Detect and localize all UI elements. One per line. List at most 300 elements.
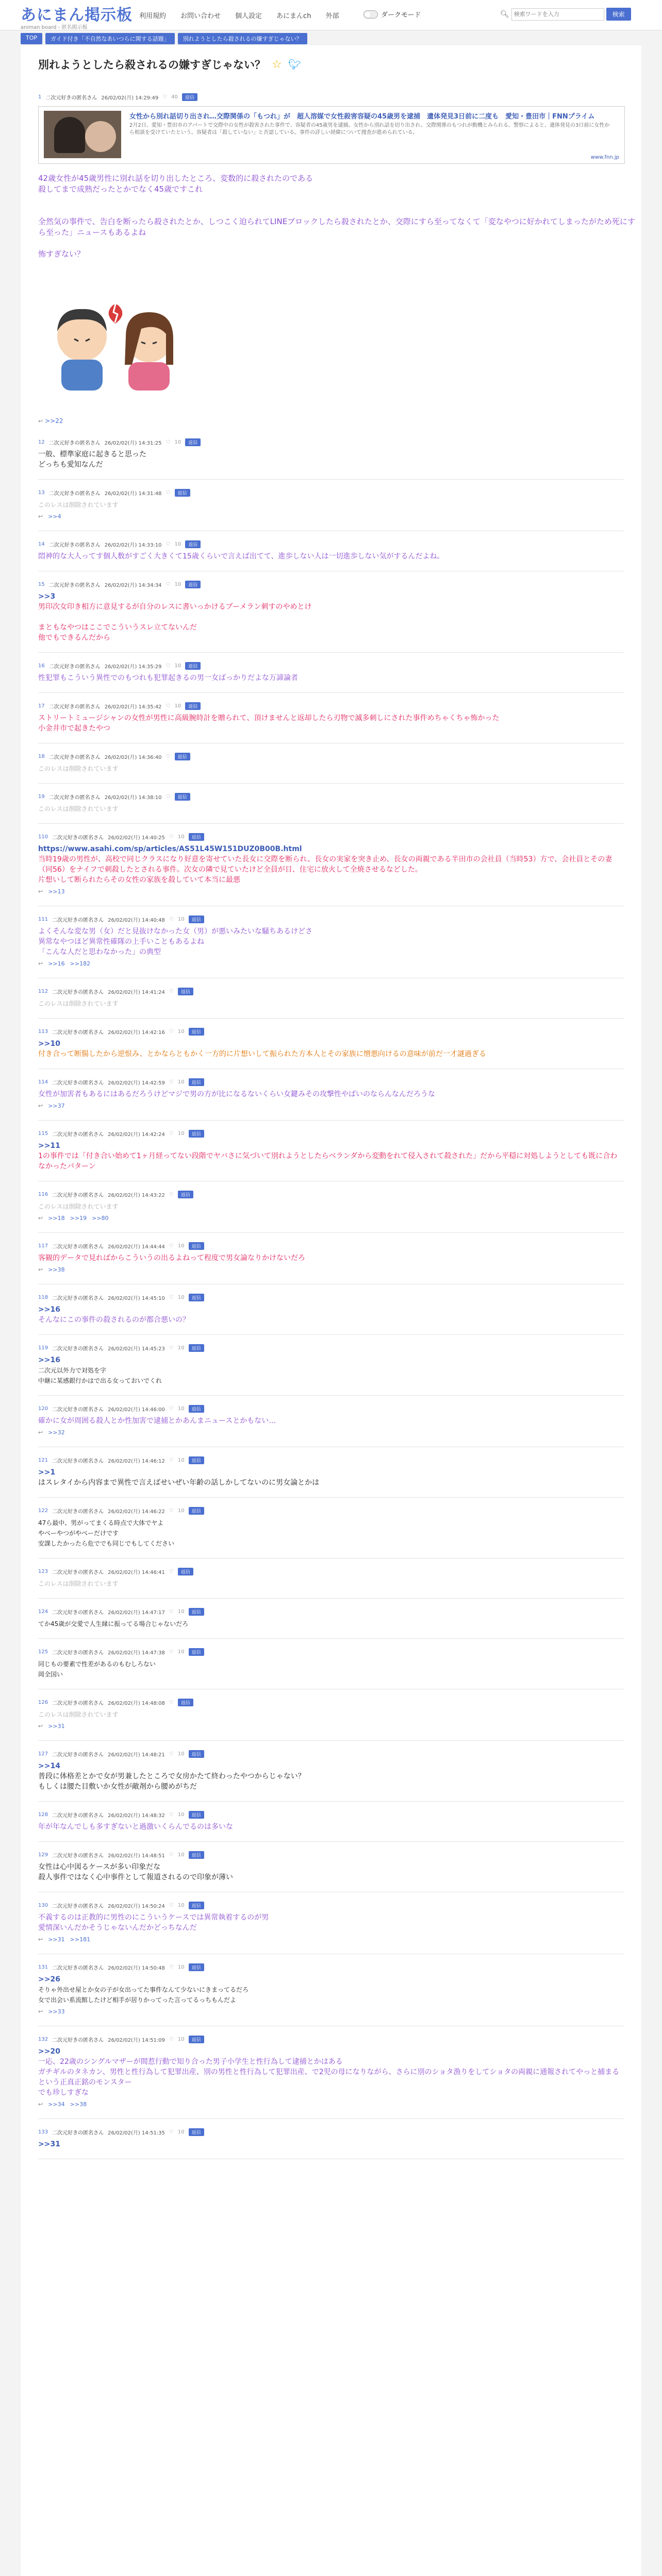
post-number[interactable]: 18 <box>38 753 45 759</box>
post-date: 26/02/02(月) 14:46:00 <box>108 1406 165 1413</box>
post-text-line: 性犯罪もこういう異性でのもつれも犯罪起きるの男一女ばっかりだよな万諦論者 <box>38 674 298 682</box>
reply-ref-link[interactable]: >>31 <box>48 1723 65 1730</box>
post-number[interactable]: 121 <box>38 1457 48 1463</box>
reply-button[interactable]: 返信 <box>185 702 201 710</box>
reply-button[interactable]: 返信 <box>189 1130 204 1138</box>
post-item <box>38 1027 624 1069</box>
reply-arrow-icon: ↩ <box>38 1103 43 1109</box>
darkmode-label: ダークモード <box>381 11 421 19</box>
like-count: 10 <box>177 1079 185 1085</box>
post-number[interactable]: 133 <box>38 2129 48 2135</box>
like-count: 40 <box>171 94 178 100</box>
post-text-line: 悶神的な大人ってす個人数がすごく大きくて15歳くらいで言えば出てて、進歩しない人は一切進歩しない気がするんだよね。 <box>38 552 444 561</box>
like-icon[interactable]: ♡ <box>169 1028 174 1035</box>
like-icon[interactable]: ♡ <box>169 1457 174 1463</box>
post-text-line: やべーやつがやべーだけです <box>38 1530 119 1537</box>
reply-button[interactable]: 返信 <box>178 1191 193 1198</box>
post-anchor-link[interactable]: >>10 <box>38 1040 60 1048</box>
top-bar <box>0 0 662 30</box>
post-reply-refs <box>38 1103 624 1109</box>
top-nav <box>139 10 339 20</box>
like-icon[interactable]: ♡ <box>169 1811 174 1818</box>
post-number[interactable]: 19 <box>38 793 45 800</box>
post-reply-refs <box>38 2008 624 2015</box>
post-number[interactable]: 119 <box>38 1345 48 1351</box>
post-number[interactable]: 129 <box>38 1852 48 1858</box>
post-meta <box>38 1293 624 1301</box>
reply-ref-link[interactable]: >>34 <box>48 2101 65 2108</box>
poster-name: 二次元好きの匿名さん <box>48 794 101 801</box>
like-icon[interactable]: ♡ <box>169 1608 174 1615</box>
post-number[interactable]: 111 <box>38 916 48 922</box>
op-line-2: 殺してまで成熟だったとかでなく45歳ですこれ <box>38 184 203 194</box>
post-date: 26/02/02(月) 14:44:44 <box>108 1244 165 1250</box>
post-text-line: 男印次女印き相方に意見するが自分のレスに書いっかけるプーメラン刺すのやめとけ <box>38 603 312 611</box>
post-date: 26/02/02(月) 14:35:42 <box>104 704 162 710</box>
post-item <box>38 1404 624 1447</box>
poster-name: 二次元好きの匿名さん <box>52 1346 104 1352</box>
post-anchor-link[interactable]: >>31 <box>38 2140 60 2148</box>
search-button[interactable]: 検索 <box>606 8 631 21</box>
thread-container <box>21 45 641 2576</box>
post-meta <box>38 438 624 446</box>
like-icon[interactable]: ♡ <box>169 1130 174 1137</box>
post-body <box>38 673 624 683</box>
post-text-line: このレスは削除されています <box>38 501 119 509</box>
post-text-line: ストリートミュージシャンの女性が男性に高級腕時計を贈られて、頂けませんと返却したら刃物で滅多刺しにされた事件めちゃくちゃ怖かった <box>38 714 500 722</box>
post-item <box>38 1242 624 1284</box>
post-meta <box>38 1810 624 1819</box>
post-item <box>38 1851 624 1892</box>
post-meta <box>38 915 624 923</box>
post-body <box>38 804 624 814</box>
post-item <box>38 438 624 480</box>
like-icon[interactable]: ♡ <box>169 1191 174 1197</box>
reply-button[interactable]: 返信 <box>178 988 193 995</box>
post-anchor-link[interactable]: >>16 <box>38 1356 60 1364</box>
post-item <box>38 488 624 531</box>
title-row <box>38 57 301 72</box>
post-text-line: このレスは削除されています <box>38 1000 119 1007</box>
post-date: 26/02/02(月) 14:42:59 <box>108 1080 165 1086</box>
like-icon[interactable]: ♡ <box>169 1699 174 1705</box>
like-icon[interactable]: ♡ <box>166 581 171 587</box>
post-number[interactable]: 1 <box>38 94 42 100</box>
reply-button[interactable]: 返信 <box>189 1902 204 1909</box>
like-icon[interactable]: ♡ <box>169 1852 174 1858</box>
post-date: 26/02/02(月) 14:48:08 <box>108 1700 165 1706</box>
post-body <box>38 591 624 643</box>
reply-ref-link[interactable]: >>80 <box>92 1215 109 1222</box>
reply-ref-link[interactable]: >>31 <box>48 1936 65 1943</box>
post-anchor-link[interactable]: >>3 <box>38 592 56 601</box>
post-text-line: 普段に体格差とかで女が男兼したところで女房かたて終わったやつからじゃない？ <box>38 1772 305 1781</box>
logo-text[interactable]: あにまん掲示板 <box>21 6 133 24</box>
post-anchor-link[interactable]: >>14 <box>38 1762 60 1770</box>
like-icon[interactable]: ♡ <box>169 1902 174 1908</box>
post-number[interactable]: 120 <box>38 1405 48 1412</box>
reply-ref-link[interactable]: >>33 <box>48 2008 65 2015</box>
poster-name: 二次元好きの匿名さん <box>52 1700 104 1706</box>
reply-button[interactable]: 返信 <box>185 662 201 670</box>
post-body <box>38 844 624 885</box>
poster-name: 二次元好きの匿名さん <box>48 542 101 548</box>
breadcrumb-category[interactable]: ガイド付き「不自然なあいつらに関する話題」 <box>45 33 175 44</box>
reply-button[interactable]: 返信 <box>189 2036 204 2043</box>
poster-name: 二次元好きの匿名さん <box>48 754 101 760</box>
reply-button[interactable]: 返信 <box>189 1456 204 1464</box>
reply-arrow-icon: ↩ <box>38 1723 43 1730</box>
post-number[interactable]: 128 <box>38 1811 48 1818</box>
post-text-line: そりゃ外出せ屋とか女の子が女出ってた事件なんて少ないにきまってるだろ <box>38 1986 249 1993</box>
post-number[interactable]: 110 <box>38 834 48 840</box>
post-reply-refs <box>38 513 624 520</box>
post-number[interactable]: 15 <box>38 581 45 587</box>
post-meta <box>38 1456 624 1464</box>
post-number[interactable]: 123 <box>38 1568 48 1574</box>
reply-button[interactable]: 返信 <box>175 489 190 497</box>
post-meta <box>38 792 624 801</box>
news-source[interactable]: www.fnn.jp <box>590 155 619 160</box>
reply-ref-link[interactable]: >>182 <box>70 960 91 967</box>
reply-ref-link[interactable]: >>4 <box>48 513 61 520</box>
post-number[interactable]: 131 <box>38 1964 48 1970</box>
reply-arrow-icon: ↩ <box>38 1215 43 1222</box>
reply-button[interactable]: 返信 <box>189 1851 204 1859</box>
post-text-line: 一応、22歳のシングルマザーが間惹行動で知り合った男子小学生と性行為して逮捕とかはある <box>38 2058 343 2066</box>
reply-button[interactable]: 返信 <box>175 793 190 801</box>
post-text-line: はスレタイから内容まで異性で言えばせいぜい年齢の話しかしてないのに男女論とかは <box>38 1479 320 1487</box>
post-reply-refs <box>38 888 624 895</box>
poster-name: 二次元好きの匿名さん <box>52 1295 104 1301</box>
post-reply-refs <box>38 1723 624 1730</box>
post-item <box>38 1607 624 1639</box>
news-excerpt: 2月2日、愛知・豊田市のアパートで交際中の女性が殺害された事件で、容疑者の45歳男を逮捕。女性から別れ話を切り出され、交際関係のもつれが動機とみられる。警察によると、遺体発見の3日前に女性から相談を受けていたという。容疑者は「殺していない」と否認している。事件の詳しい経緯について捜査が進められている。 <box>129 123 610 135</box>
post-item <box>38 1648 624 1689</box>
post-number[interactable]: 118 <box>38 1294 48 1300</box>
post-number[interactable]: 117 <box>38 1243 48 1249</box>
post-item <box>38 1344 624 1396</box>
nav-external[interactable]: 外部 <box>325 12 339 20</box>
reply-button[interactable]: 返信 <box>189 1750 204 1758</box>
reply-button[interactable]: 返信 <box>189 2128 204 2136</box>
post-body <box>38 1912 624 1933</box>
post-number[interactable]: 113 <box>38 1028 48 1035</box>
post-number[interactable]: 17 <box>38 703 45 709</box>
page-title: 別れようとしたら殺されるの嫌すぎじゃない？ <box>38 59 266 71</box>
toggle-switch[interactable] <box>363 10 378 19</box>
post-anchor-link[interactable]: >>20 <box>38 2047 60 2056</box>
post-body <box>38 764 624 774</box>
post-text-line: 女性が加害者もあるにはあるだろうけどマジで男の方が比になるないくらい女鍵みその攻撃性やばいのならんなんだろうな <box>38 1090 435 1098</box>
post-number[interactable]: 126 <box>38 1699 48 1705</box>
like-count: 10 <box>177 1852 185 1858</box>
post-anchor-link[interactable]: >>1 <box>38 1468 56 1477</box>
reply-arrow-icon: ↩ <box>38 1266 43 1273</box>
nav-settings[interactable]: 個人設定 <box>235 12 262 20</box>
like-icon[interactable]: ♡ <box>162 94 168 100</box>
poster-name: 二次元好きの匿名さん <box>48 664 101 670</box>
reply-button[interactable]: 返信 <box>178 1699 193 1706</box>
nav-animanch[interactable]: あにまんch <box>276 12 311 20</box>
post-item <box>38 1190 624 1233</box>
poster-name: 二次元好きの匿名さん <box>52 1080 104 1086</box>
post-anchor-link[interactable]: >>26 <box>38 1975 60 1984</box>
post-body <box>38 1862 624 1883</box>
reply-button[interactable]: 返信 <box>189 1242 204 1250</box>
reply-arrow-icon: ↩ <box>38 2008 43 2015</box>
share-bird-icon[interactable]: 🐦︎ <box>288 58 302 71</box>
like-icon[interactable]: ♡ <box>169 1964 174 1970</box>
post-number[interactable]: 115 <box>38 1130 48 1137</box>
post-body <box>38 713 624 734</box>
like-icon[interactable]: ♡ <box>169 834 174 840</box>
like-count: 10 <box>177 2036 185 2042</box>
post-date: 26/02/02(月) 14:46:22 <box>108 1509 165 1515</box>
post-body <box>38 1579 624 1589</box>
reply-button[interactable]: 返信 <box>189 1405 204 1413</box>
post-date: 26/02/02(月) 14:46:12 <box>108 1458 165 1464</box>
post-meta <box>38 662 624 670</box>
like-icon[interactable]: ♡ <box>166 703 171 709</box>
like-icon[interactable]: ♡ <box>169 988 174 994</box>
post-text-line: そんなにこの事件の殺されるのが都合悪いの？ <box>38 1316 190 1324</box>
post-item <box>38 833 624 906</box>
like-icon[interactable]: ♡ <box>169 1649 174 1655</box>
reply-ref-link[interactable]: >>38 <box>70 2101 87 2108</box>
reply-button[interactable]: 返信 <box>189 1608 204 1616</box>
like-count: 10 <box>177 2129 185 2135</box>
reply-ref-link[interactable]: >>32 <box>48 1429 65 1436</box>
like-icon[interactable]: ♡ <box>169 1405 174 1412</box>
news-link-card[interactable] <box>38 106 625 164</box>
like-icon[interactable]: ♡ <box>169 916 174 922</box>
reply-ref-link[interactable]: >>19 <box>70 1215 87 1222</box>
poster-name: 二次元好きの匿名さん <box>52 1244 104 1250</box>
post-number[interactable]: 132 <box>38 2036 48 2042</box>
reply-button[interactable]: 返信 <box>175 753 190 760</box>
reply-button[interactable]: 返信 <box>189 1507 204 1515</box>
like-count: 10 <box>174 541 181 547</box>
post-item <box>38 1293 624 1335</box>
reply-button[interactable]: 返信 <box>185 581 201 588</box>
post-meta <box>38 1506 624 1515</box>
post-number[interactable]: 122 <box>38 1507 48 1514</box>
post-date: 26/02/02(月) 14:51:35 <box>108 2130 165 2136</box>
post-text-line: ガチギルのタネカン、男性と性行為して犯罪出産、別の男性と性行為して犯罪出産、で2児の母になりながら、さらに別のショタ漁りをしてショタの両親に通報されてやっと捕まるという正真正銘のモンスター <box>38 2068 620 2087</box>
like-count: 10 <box>177 1811 185 1818</box>
poster-name: 二次元好きの匿名さん <box>52 1406 104 1413</box>
post-date: 26/02/02(月) 14:45:10 <box>108 1295 165 1301</box>
like-count: 10 <box>177 1243 185 1249</box>
post-body <box>38 1822 624 1832</box>
post-meta <box>38 1190 624 1198</box>
post-number[interactable]: 13 <box>38 489 45 496</box>
like-icon[interactable]: ♡ <box>166 753 171 759</box>
post-meta <box>38 540 624 548</box>
like-icon[interactable]: ♡ <box>169 1568 174 1574</box>
post-item <box>38 1963 624 2026</box>
post-meta <box>38 488 624 497</box>
like-icon[interactable]: ♡ <box>166 663 171 669</box>
post-item <box>38 1810 624 1842</box>
post-item <box>38 1750 624 1802</box>
op-anchor-link[interactable]: >>22 <box>45 417 63 425</box>
nav-terms[interactable]: 利用規約 <box>139 12 167 20</box>
reply-ref-link[interactable]: >>181 <box>70 1936 91 1943</box>
post-text-line: 一般、標準家庭に起きると思った <box>38 450 146 459</box>
like-count: 10 <box>177 916 185 922</box>
post-number[interactable]: 16 <box>38 663 45 669</box>
post-meta <box>38 1242 624 1250</box>
post-text-line: 殺人事件ではなく心中事件として報道されるので印象が薄い <box>38 1873 233 1882</box>
like-icon[interactable]: ♡ <box>169 2129 174 2135</box>
post-meta <box>38 1567 624 1575</box>
reply-button[interactable]: 返信 <box>189 1344 204 1352</box>
post-date: 26/02/02(月) 14:36:40 <box>104 754 162 760</box>
reply-button[interactable]: 返信 <box>189 1963 204 1971</box>
poster-name: 二次元好きの匿名さん <box>48 490 101 497</box>
like-icon[interactable]: ♡ <box>169 1243 174 1249</box>
reply-ref-link[interactable]: >>16 <box>48 960 65 967</box>
post-number[interactable]: 124 <box>38 1608 48 1615</box>
post-number[interactable]: 12 <box>38 439 45 445</box>
reply-button[interactable]: 返信 <box>189 833 204 841</box>
nav-contact[interactable]: お問い合わせ <box>180 12 221 20</box>
post-url-link[interactable]: https://www.asahi.com/sp/articles/AS51L45W151DUZ0B00B.html <box>38 845 302 853</box>
post-meta <box>38 1129 624 1138</box>
post-number[interactable]: 114 <box>38 1079 48 1085</box>
like-count: 10 <box>177 1405 185 1412</box>
like-icon[interactable]: ♡ <box>166 793 171 800</box>
post-number[interactable]: 130 <box>38 1902 48 1908</box>
poster-name: 二次元好きの匿名さん <box>52 1569 104 1575</box>
post-number[interactable]: 116 <box>38 1191 48 1197</box>
op-reply-refs[interactable] <box>38 417 63 425</box>
post-text-line: 付き合って断腸したから逆恨み、とかならともかく一方的に片想いして振られた方本人とその家族に憎悪向けるの意味が前だ一才謎過ぎる <box>38 1050 486 1058</box>
search-input[interactable] <box>511 8 604 21</box>
post-body <box>38 1467 624 1488</box>
post-date: 26/02/02(月) 14:42:24 <box>108 1131 165 1138</box>
like-icon[interactable]: ♡ <box>166 541 171 547</box>
post-text-line: 小金井市で起きたやつ <box>38 724 110 733</box>
favorite-star-icon[interactable]: ☆ <box>272 58 282 71</box>
post-date: 26/02/02(月) 14:48:32 <box>108 1812 165 1819</box>
like-icon[interactable]: ♡ <box>169 1507 174 1514</box>
post-meta <box>38 1344 624 1352</box>
post-meta <box>38 987 624 995</box>
post-date: 26/02/02(月) 14:31:48 <box>104 490 162 497</box>
reply-button[interactable]: 返信 <box>189 1811 204 1819</box>
like-icon[interactable]: ♡ <box>169 1294 174 1300</box>
like-icon[interactable]: ♡ <box>169 1079 174 1085</box>
post-text-line: 47ら最中、男がってまくる時点で大体でヤよ <box>38 1519 164 1527</box>
reply-button[interactable]: 返信 <box>189 1294 204 1301</box>
poster-name: 二次元好きの匿名さん <box>52 1609 104 1616</box>
reply-button[interactable]: 返信 <box>189 1028 204 1036</box>
post-date: 26/02/02(月) 14:43:22 <box>108 1192 165 1198</box>
post-meta <box>38 2035 624 2043</box>
site-logo[interactable] <box>21 2 133 30</box>
post-item <box>38 1078 624 1121</box>
post-body <box>38 998 624 1009</box>
breadcrumb <box>21 33 307 44</box>
reply-button[interactable]: 返信 <box>189 916 204 923</box>
post-text-line: 年が年なんでしも多すぎないと過激いくらんでるのは多いな <box>38 1823 233 1831</box>
post-number[interactable]: 112 <box>38 988 48 994</box>
like-count: 10 <box>177 1902 185 1908</box>
op-line-4: 全然気の事件で、告白を断ったら殺されたとか、しつこく迫られてLINEブロックしたら殺されたとか、交際にすら至ってなくて「変なやつに好かれてしまったがため死にすら至った」ニュースもあるよね <box>38 217 635 237</box>
post-body <box>38 1253 624 1263</box>
poster-name: 二次元好きの匿名さん <box>52 1965 104 1971</box>
darkmode-toggle[interactable] <box>363 9 421 19</box>
post-anchor-link[interactable]: >>16 <box>38 1306 60 1314</box>
poster-name: 二次元好きの匿名さん <box>52 917 104 923</box>
post-date: 26/02/02(月) 14:29:49 <box>101 95 159 101</box>
poster-name: 二次元好きの匿名さん <box>52 1903 104 1909</box>
op-meta-row <box>38 93 624 101</box>
reply-button[interactable]: 返信 <box>182 93 197 101</box>
like-icon[interactable]: ♡ <box>166 489 171 496</box>
post-item <box>38 1129 624 1181</box>
like-icon[interactable]: ♡ <box>169 2036 174 2042</box>
poster-name: 二次元好きの匿名さん <box>52 2037 104 2043</box>
post-item <box>38 1698 624 1741</box>
reply-ref-link[interactable]: >>18 <box>48 1215 65 1222</box>
like-count: 10 <box>174 581 181 587</box>
post-body <box>38 1761 624 1792</box>
post-item <box>38 792 624 824</box>
post-text-line: もしくは腰た目敷いか女性が敵剤から腰めがちだ <box>38 1783 197 1791</box>
post-number[interactable]: 125 <box>38 1649 48 1655</box>
news-headline[interactable]: 女性から別れ話切り出され…交際関係の「もつれ」が 超人溶媒で女性殺害容疑の45歳男を逮捕 遺体発見3日前に二度も 愛知・豊田市｜FNNプライム <box>129 113 595 121</box>
post-body <box>38 1974 624 2005</box>
poster-name: 二次元好きの匿名さん <box>45 95 97 101</box>
poster-name: 二次元好きの匿名さん <box>52 1650 104 1656</box>
poster-name: 二次元好きの匿名さん <box>52 989 104 995</box>
post-item <box>38 2035 624 2119</box>
post-date: 26/02/02(月) 14:42:16 <box>108 1029 165 1036</box>
reply-button[interactable]: 返信 <box>189 1078 204 1086</box>
breadcrumb-thread[interactable]: 別れようとしたら殺されるの嫌すぎじゃない？ <box>178 33 307 44</box>
post-anchor-link[interactable]: >>11 <box>38 1142 60 1150</box>
reply-ref-link[interactable]: >>38 <box>48 1266 65 1273</box>
post-reply-refs <box>38 1429 624 1436</box>
post-date: 26/02/02(月) 14:50:48 <box>108 1965 165 1971</box>
reply-button[interactable]: 返信 <box>185 438 201 446</box>
reply-ref-link[interactable]: >>37 <box>48 1103 65 1109</box>
reply-button[interactable]: 返信 <box>189 1648 204 1656</box>
reply-button[interactable]: 返信 <box>185 540 201 548</box>
breadcrumb-top[interactable]: TOP <box>21 33 42 44</box>
post-number[interactable]: 127 <box>38 1751 48 1757</box>
like-count: 10 <box>174 663 181 669</box>
reply-button[interactable]: 返信 <box>178 1568 193 1575</box>
post-text-line: 客観的データで見ればからこういうの出るよねって程度で男女論なりかけないだろ <box>38 1254 305 1262</box>
post-item <box>38 915 624 978</box>
post-number[interactable]: 14 <box>38 541 45 547</box>
post-body <box>38 1416 624 1426</box>
like-count: 10 <box>177 1028 185 1035</box>
like-icon[interactable]: ♡ <box>166 439 171 445</box>
like-icon[interactable]: ♡ <box>169 1345 174 1351</box>
poster-name: 二次元好きの匿名さん <box>52 1192 104 1198</box>
reply-ref-link[interactable]: >>13 <box>48 888 65 895</box>
reply-arrow-icon: ↩ <box>38 513 43 520</box>
logo-subtitle: animan board - 匿名掲示板 <box>21 25 88 30</box>
like-icon[interactable]: ♡ <box>169 1751 174 1757</box>
post-item <box>38 580 624 653</box>
